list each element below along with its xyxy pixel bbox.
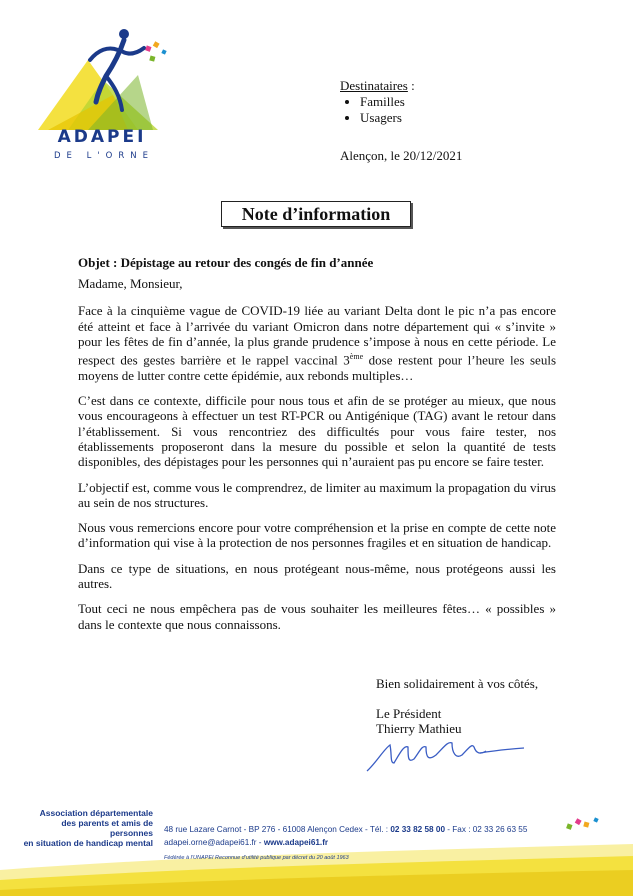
paragraph-6: Tout ceci ne nous empêchera pas de vous souhaiter les meilleures fêtes… « possibles » dans le contexte que nous connaissons. bbox=[78, 601, 556, 632]
assoc-line: en situation de handicap mental bbox=[23, 838, 153, 848]
website-link[interactable]: www.adapei61.fr bbox=[263, 838, 329, 847]
fax-number: - Fax : 02 33 26 63 55 bbox=[445, 825, 528, 834]
closing-line: Bien solidairement à vos côtés, bbox=[376, 676, 539, 691]
paragraph-1-text-a: Face à la cinquième vague de COVID-19 liée au variant Delta dont le pic n’a pas encore été atteint et face à l’arrivée du variant Omicron dans notre département qui « s’invite » pour les fêtes de fin d’année, la plus grande prudence s’impose à nous en cette période. Le respect des gestes barrière et le rappel vaccinal 3 bbox=[78, 303, 556, 368]
paragraph-3: L’objectif est, comme vous le comprendrez, de limiter au maximum la propagation du virus au sein de nos structures. bbox=[78, 479, 556, 510]
subject-line: Objet : Dépistage au retour des congés de fin d’année bbox=[78, 255, 374, 270]
recipients-block bbox=[340, 78, 415, 126]
confetti-icon bbox=[565, 816, 605, 836]
document-title: Note d’information bbox=[221, 201, 411, 227]
signatory-role: Le Président bbox=[376, 706, 442, 721]
salutation: Madame, Monsieur, bbox=[78, 276, 183, 291]
ordinal-superscript: ème bbox=[349, 352, 364, 362]
paragraph-2: C’est dans ce contexte, difficile pour nous tous et afin de se protéger au mieux, que nous vous encourageons à effectuer un test RT-PCR ou Antigénique (TAG) avant le retour dans l’établissement. Si vous rencontriez des difficultés pour vous faire tester, nos établissements proposeront dans la mesure du possible et selon la quantité de tests disponibles, des dépistages pour les personnes qui n’auraient pas pu encore se faire tester. bbox=[78, 393, 556, 470]
handwritten-signature bbox=[362, 733, 527, 775]
email-link[interactable]: adapei.orne@adapei61.fr - bbox=[164, 838, 264, 847]
recipients-list bbox=[340, 94, 415, 126]
footer-federation: Fédérée à l’UNAPEI Reconnue d’utilité publique par décret du 20 août 1963 bbox=[164, 855, 349, 861]
letter-date: Alençon, le 20/12/2021 bbox=[340, 148, 463, 163]
assoc-line: des parents et amis de personnes bbox=[61, 818, 153, 838]
paragraph-1 bbox=[78, 303, 556, 383]
recipients-colon: : bbox=[407, 78, 415, 93]
address-text: 48 rue Lazare Carnot - BP 276 - 61008 Alençon Cedex - Tél. : bbox=[164, 825, 391, 834]
assoc-line: Association départementale bbox=[39, 808, 153, 818]
paragraph-5: Dans ce type de situations, en nous protégeant nous-même, nous protégeons aussi les autres. bbox=[78, 560, 556, 592]
phone-number: 02 33 82 58 00 bbox=[390, 825, 445, 834]
footer-association bbox=[18, 808, 153, 848]
paragraph-1-text-b: dose restent pour l’heure les seuls moyens de lutter contre cette épidémie, aux rebonds multiples… bbox=[78, 352, 557, 383]
recipient-item: • Familles bbox=[360, 94, 415, 110]
signatory-name: Thierry Mathieu bbox=[376, 721, 462, 736]
letter-body bbox=[78, 276, 556, 642]
logo-subtitle: DE L'ORNE bbox=[53, 151, 154, 161]
footer-contact bbox=[164, 838, 328, 847]
closing-block bbox=[376, 676, 538, 736]
recipient-item: • Usagers bbox=[360, 110, 415, 126]
recipients-header: Destinataires bbox=[340, 78, 408, 93]
footer-address bbox=[164, 825, 527, 834]
recipients-title bbox=[340, 78, 415, 94]
logo-name: ADAPEI bbox=[57, 127, 147, 147]
paragraph-4: Nous vous remercions encore pour votre compréhension et la prise en compte de cette note d’information qui vise à la protection de nos personnes fragiles et en situation de handicap. bbox=[78, 520, 556, 551]
